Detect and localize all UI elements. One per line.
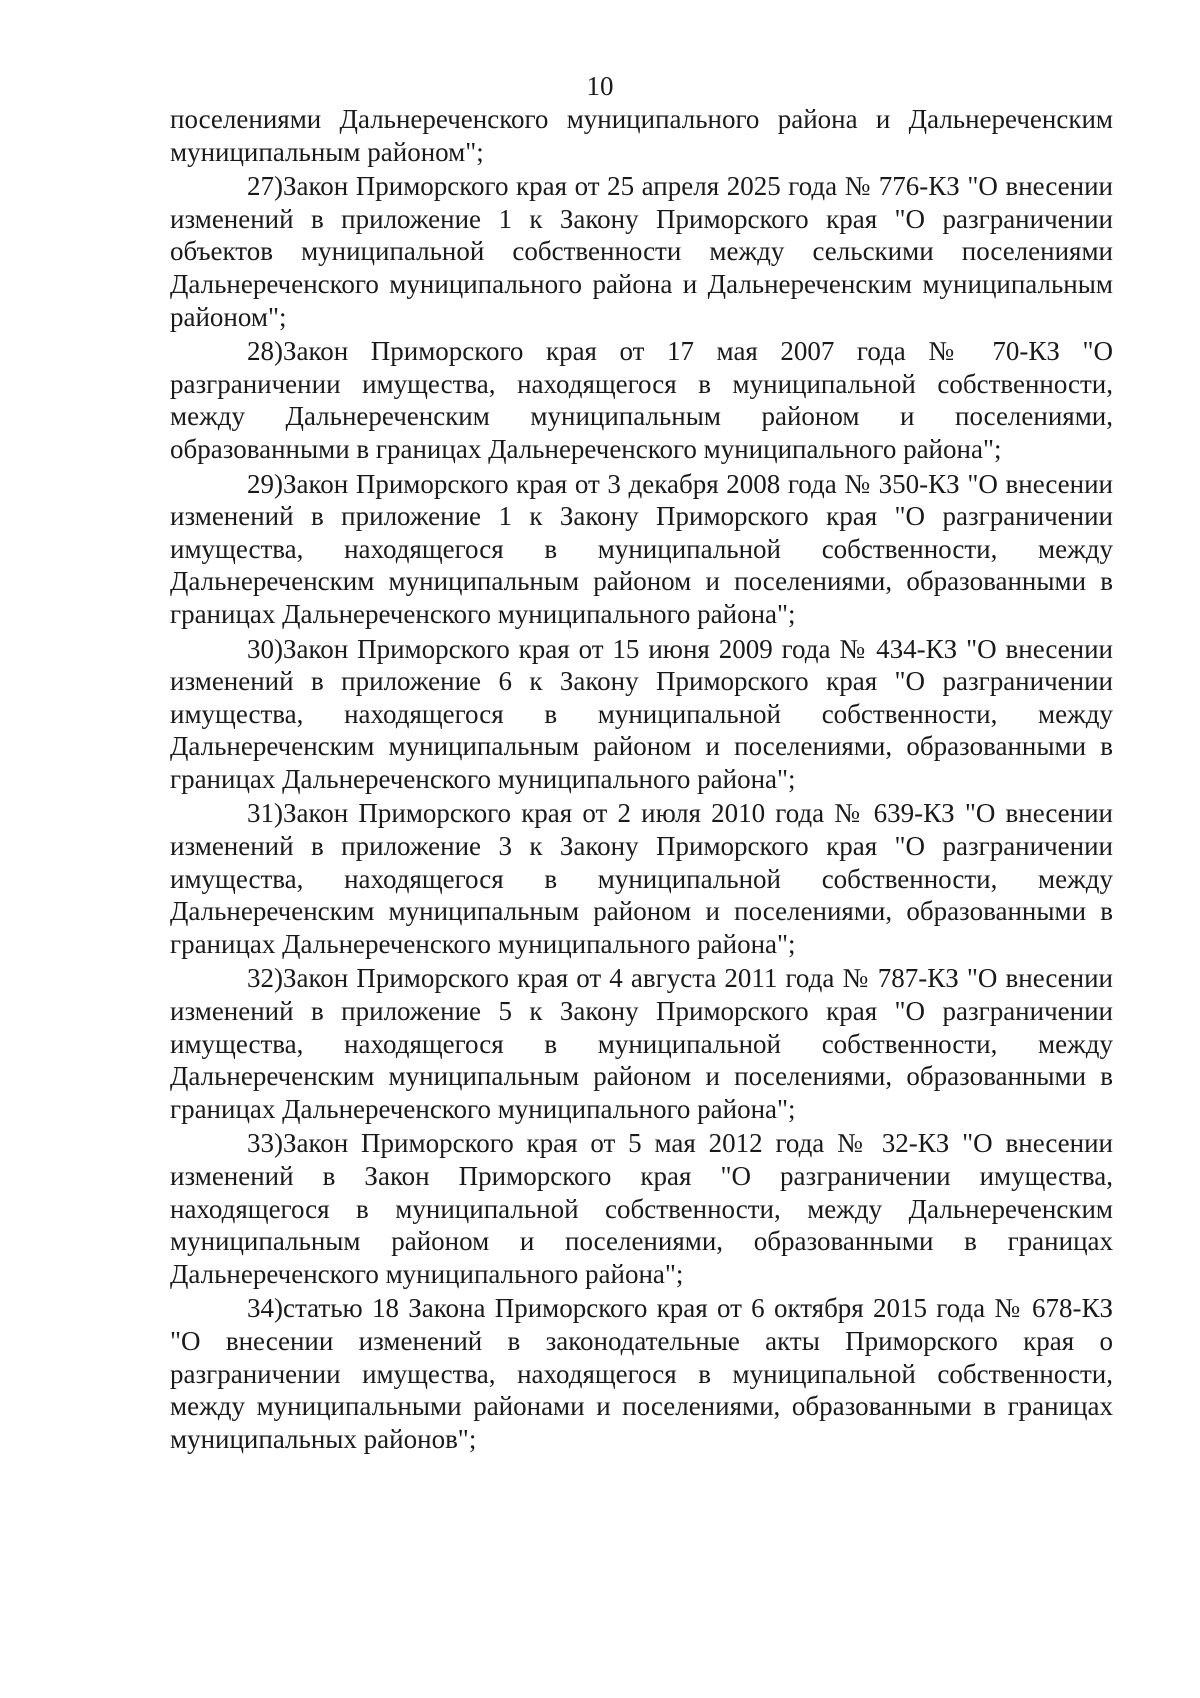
list-item-31 bbox=[170, 797, 1113, 960]
list-item-number: 27) bbox=[247, 171, 283, 202]
list-item-number: 29) bbox=[247, 468, 283, 499]
list-item-text: Закон Приморского края от 15 июня 2009 года № 434-КЗ "О внесении изменений в приложение 6 к Закону Приморского края "О разграничении имущества, находящегося в муниципальной собственности, между Дальнереченским муниципальным районом и поселениями, образованными в границах Дальнереченского муниципального района"; bbox=[170, 633, 1113, 794]
page-number: 10 bbox=[586, 71, 614, 101]
list-item-text: Закон Приморского края от 2 июля 2010 года № 639-КЗ "О внесении изменений в приложение 3 к Закону Приморского края "О разграничении имущества, находящегося в муниципальной собственности, между Дальнереченским муниципальным районом и поселениями, образованными в границах Дальнереченского муниципального района"; bbox=[170, 798, 1113, 959]
paragraph-text: поселениями Дальнереченского муниципального района и Дальнереченским муниципальным районом"; bbox=[170, 104, 1113, 167]
list-item-number: 30) bbox=[247, 633, 283, 664]
list-item-32 bbox=[170, 962, 1113, 1125]
list-item-number: 32) bbox=[247, 963, 283, 994]
list-item-27 bbox=[170, 170, 1113, 333]
document-body bbox=[170, 103, 1113, 1457]
list-item-text: Закон Приморского края от 25 апреля 2025 года № 776-КЗ "О внесении изменений в приложение 1 к Закону Приморского края "О разграничении объектов муниципальной собственности между сельскими поселениями Дальнереченского муниципального района и Дальнереченским муниципальным районом"; bbox=[170, 171, 1113, 332]
list-item-text: статью 18 Закона Приморского края от 6 октября 2015 года № 678-КЗ "О внесении изменений в законодательные акты Приморского края о разграничении имущества, находящегося в муниципальной собственности, между муниципальными районами и поселениями, образованными в границах муниципальных районов"; bbox=[170, 1293, 1113, 1454]
list-item-28 bbox=[170, 335, 1113, 465]
list-item-29 bbox=[170, 468, 1113, 631]
list-item-text: Закон Приморского края от 4 августа 2011 года № 787-КЗ "О внесении изменений в приложение 5 к Закону Приморского края "О разграничении имущества, находящегося в муниципальной собственности, между Дальнереченским муниципальным районом и поселениями, образованными в границах Дальнереченского муниципального района"; bbox=[170, 963, 1113, 1124]
list-item-number: 28) bbox=[247, 336, 283, 367]
list-item-30 bbox=[170, 633, 1113, 796]
list-item-text: Закон Приморского края от 5 мая 2012 года № 32-КЗ "О внесении изменений в Закон Приморского края "О разграничении имущества, находящегося в муниципальной собственности, между Дальнереченским муниципальным районом и поселениями, образованными в границах Дальнереченского муниципального района"; bbox=[170, 1128, 1113, 1289]
list-item-text: Закон Приморского края от 17 мая 2007 года № 70-КЗ "О разграничении имущества, находящегося в муниципальной собственности, между Дальнереченским муниципальным районом и поселениями, образованными в границах Дальнереченского муниципального района"; bbox=[170, 336, 1113, 464]
list-item-34 bbox=[170, 1292, 1113, 1455]
paragraph-continuation bbox=[170, 103, 1113, 168]
list-item-number: 31) bbox=[247, 798, 283, 829]
list-item-33 bbox=[170, 1127, 1113, 1290]
list-item-number: 34) bbox=[247, 1293, 283, 1324]
list-item-number: 33) bbox=[247, 1128, 283, 1159]
list-item-text: Закон Приморского края от 3 декабря 2008 года № 350-КЗ "О внесении изменений в приложение 1 к Закону Приморского края "О разграничении имущества, находящегося в муниципальной собственности, между Дальнереченским муниципальным районом и поселениями, образованными в границах Дальнереченского муниципального района"; bbox=[170, 468, 1113, 629]
